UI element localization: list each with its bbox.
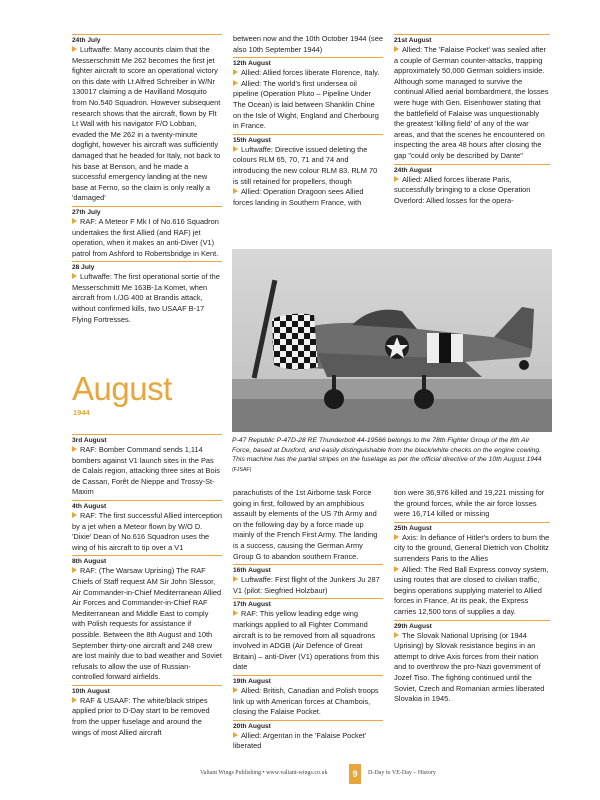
photo-caption [232, 436, 550, 475]
bullet-triangle-icon [394, 566, 399, 572]
footer-section-title: D-Day to VE-Day – History [368, 770, 436, 776]
bullet-triangle-icon [72, 697, 77, 703]
entry-paragraph [72, 45, 222, 204]
entry-paragraph [394, 45, 550, 162]
column-bottom-right [394, 488, 550, 705]
entry-paragraph [72, 511, 222, 553]
entry-text: Luftwaffe: Many accounts claim that the Messerschmitt Me 262 becomes the first jet fighter aircraft to score an operational victory on this date with Lt Alfred Schreiber in W/Nr 130017 claiming a de Havilland Mosquito from No.540 Squadron. However subsequent research shows that the aircraft, flown by Flt Lt Wall with his navigator F/O Lobban, evaded the Me 262 in a twenty-minute dogfight, however his aircraft was sufficiently damaged that he headed for Italy, not back to his base at Benson, and he made a successful emergency landing at the new base at Ferno, so the claim is only really a 'damaged' [72, 45, 221, 203]
entry-paragraph [72, 217, 222, 259]
timeline-entry [72, 261, 222, 325]
entry-text: Allied: The world's first undersea oil pipeline (Operation Pluto – Pipeline Under The Ocean) is laid between Shanklin Chine on the Isle of Wight, England and Cherbourg in France. [233, 78, 379, 131]
entry-date: 25th August [394, 522, 550, 533]
entry-date: 21st August [394, 34, 550, 45]
entry-text: RAF: (The Warsaw Uprising) The RAF Chiefs of Staff request AM Sir John Slessor, Air Commander-in-Chief Mediterranean Allied Air Forces and Commander-in-Chief RAF Mediterranean and Middle East to comply with Polish requests for assistance if possible. Between the 8th August and 10th September thirty-one aircraft and 248 crew are lost mainly due to bad weather and Soviet refusals to allow the use of Russian-controlled forward airfields. [72, 566, 222, 682]
caption-credit: (FJSAF) [232, 466, 252, 473]
entry-text: parachutists of the 1st Airborne task Force going in first, followed by an amphibious assault by elements of the US 7th Army and on the following day by a force made up mainly of the French First Army. The landing is a success, causing the German Army Group G to abandon southern France. [233, 488, 378, 561]
timeline-entry [394, 164, 550, 207]
month-year: 1944 [73, 408, 90, 417]
timeline-entry [72, 434, 222, 498]
entry-text: Allied: Allied forces liberate Florence, Italy. [241, 68, 380, 78]
bullet-triangle-icon [394, 176, 399, 182]
entry-paragraph [233, 609, 383, 673]
entry-text: RAF: Bomber Command sends 1,114 bombers against V1 launch sites in the Pas de Calais region, attacking three sites at Bois de Cassan, Forêt de Nieppe and Trossy-St-Maxim [72, 445, 220, 497]
entry-paragraph [233, 68, 383, 79]
timeline-entry [72, 34, 222, 204]
bullet-triangle-icon [233, 610, 238, 616]
entry-date: 3rd August [72, 434, 222, 445]
timeline-entry [394, 522, 550, 618]
entry-text: Allied: Allied forces liberate Paris, successfully bringing to a close Operation Overlord: Allied losses for the opera- [394, 174, 531, 205]
entry-date: 16th August [233, 564, 383, 575]
entry-text: Allied: British, Canadian and Polish troops link up with American forces at Chambois, closing the Falaise Pocket. [233, 685, 379, 717]
footer-publisher: Valiant Wings Publishing • www.valiant-wings.co.uk [200, 770, 328, 776]
entry-date: 17th August [233, 598, 383, 609]
timeline-entry [233, 675, 383, 718]
timeline-entry [72, 500, 222, 553]
bullet-triangle-icon [72, 446, 77, 452]
timeline-entry [72, 555, 222, 683]
entry-text: Allied: Operation Dragoon sees Allied forces landing in Southern France, with [233, 187, 364, 207]
bullet-triangle-icon [72, 512, 77, 518]
entry-text: RAF & USAAF: The white/black stripes applied prior to D-Day start to be removed from the upper fuselage and around the wings of most Allied aircraft [72, 695, 210, 737]
entry-date: 27th July [72, 206, 222, 217]
entry-paragraph [394, 175, 550, 207]
timeline-entry [233, 57, 383, 132]
entry-paragraph [233, 575, 383, 596]
entry-text: Allied: Argentan in the 'Falaise Pocket' liberated [233, 730, 367, 751]
entry-text: between now and the 10th October 1944 (see also 10th September 1944) [233, 34, 383, 54]
entry-text: Allied: The 'Falaise Pocket' was sealed after a couple of German counter-attacks, trapping approximately 50,000 German soldiers inside. Although some managed to survive the continual Allied aerial bombardment, the losses were huge with Gen. Eisenhower stating that the battlefield of Falaise was unquestionably the greatest 'killing field' of any of the war areas, and that the scenes he encountered on inspecting the area 48 hours after closing the gap "could only be described by Dante" [394, 45, 549, 160]
entry-text: Axis: In defiance of Hitler's orders to burn the city to the ground, General Dietrich von Choltitz surrenders Paris to the Allies [394, 532, 550, 563]
entry-paragraph [394, 533, 550, 565]
entry-date: 28 July [72, 261, 222, 272]
entry-paragraph [233, 79, 383, 132]
timeline-entry [394, 488, 550, 520]
timeline-entry [233, 488, 383, 562]
entry-text: RAF: The first successful Allied interception by a jet when a Meteor flown by W/O D. 'Dixie' Dean of No.616 Squadron uses the wing of his aircraft to tip over a V1 [72, 510, 222, 552]
p47-thunderbolt-image [232, 249, 552, 432]
entry-paragraph [233, 488, 383, 562]
entry-date: 12th August [233, 57, 383, 68]
bullet-triangle-icon [233, 732, 238, 738]
bullet-triangle-icon [233, 69, 238, 75]
entry-date: 24th July [72, 34, 222, 45]
timeline-entry [233, 34, 383, 55]
bullet-triangle-icon [394, 534, 399, 540]
bullet-triangle-icon [72, 273, 77, 279]
entry-date: 20th August [233, 720, 383, 731]
entry-paragraph [72, 272, 222, 325]
timeline-entry [394, 34, 550, 162]
entry-paragraph [72, 445, 222, 498]
entry-date: 4th August [72, 500, 222, 511]
entry-text: The Slovak National Uprising (or 1944 Uprising) by Slovak resistance begins in an attempt to drive Axis forces from their nation and to overthrow the pro-Nazi government of Jozef Tiso. The fighting continued until the Soviet, Czech and Romanian armies liberated Slovakia in 1945. [394, 630, 545, 704]
entry-date: 10th August [72, 685, 222, 696]
aircraft-photo [232, 249, 552, 432]
entry-paragraph [394, 565, 550, 618]
bullet-triangle-icon [72, 218, 77, 224]
bullet-triangle-icon [394, 632, 399, 638]
entry-date: 15th August [233, 134, 383, 145]
entry-text: Luftwaffe: Directive issued deleting the colours RLM 65, 70, 71 and 74 and introducing the new colour RLM 83. RLM 70 is still retained for propellers, though [233, 144, 378, 186]
entry-paragraph [394, 488, 550, 520]
column-top-middle [233, 34, 383, 208]
entry-date: 29th August [394, 620, 550, 631]
timeline-entry [233, 598, 383, 673]
entry-text: Allied: The Red Ball Express convoy system, using routes that are closed to civilian traffic, begins operations supplying materiel to Allied forces in France. At its peak, the Express carries 12,500 tons of supplies a day. [394, 564, 549, 616]
column-bottom-left [72, 434, 222, 738]
bullet-triangle-icon [72, 567, 77, 573]
bullet-triangle-icon [233, 146, 238, 152]
timeline-entry [72, 685, 222, 738]
entry-paragraph [233, 686, 383, 718]
bullet-triangle-icon [233, 188, 238, 194]
bullet-triangle-icon [233, 576, 238, 582]
month-title: August [72, 370, 172, 407]
entry-text: Luftwaffe: The first operational sortie of the Messerschmitt Me 163B-1a Komet, when aircraft from I./JG 400 at Brandis attack, without confirmed kills, two USAAF B-17 Flying Fortresses. [72, 272, 220, 324]
column-top-left [72, 34, 222, 325]
column-bottom-middle [233, 488, 383, 752]
entry-date: 24th August [394, 164, 550, 175]
entry-paragraph [72, 566, 222, 683]
bullet-triangle-icon [233, 80, 238, 86]
timeline-entry [72, 206, 222, 259]
timeline-entry [233, 134, 383, 209]
page-number: 9 [349, 764, 361, 784]
timeline-entry [394, 620, 550, 705]
entry-paragraph [233, 145, 383, 187]
timeline-entry [233, 720, 383, 752]
entry-paragraph [72, 696, 222, 738]
bullet-triangle-icon [72, 46, 77, 52]
entry-paragraph [394, 631, 550, 705]
column-top-right [394, 34, 550, 206]
entry-text: RAF: This yellow leading edge wing markings applied to all Fighter Command aircraft is to be removed from all squadrons involved in ADGB (Air Defence of Great Britain) – anti-Diver (V1) operations from this date [233, 609, 380, 672]
entry-text: tion were 36,976 killed and 19,221 missing for the ground forces, while the air force losses were 16,714 killed or missing [394, 488, 545, 519]
bullet-triangle-icon [233, 687, 238, 693]
entry-date: 8th August [72, 555, 222, 566]
bullet-triangle-icon [394, 46, 399, 52]
entry-date: 19th August [233, 675, 383, 686]
entry-paragraph [233, 34, 383, 55]
caption-text: P-47 Republic P-47D-28 RE Thunderbolt 44-19566 belongs to the 78th Fighter Group of the 8th Air Force, based at Duxford, and easily distinguishable from the black/white checks on the engine cowling. This machine has the partial stripes on the fuselage as per the official directive of the 10th August 1944 [232, 437, 542, 464]
entry-paragraph [233, 187, 383, 208]
timeline-entry [233, 564, 383, 596]
entry-text: Luftwaffe: First flight of the Junkers Ju 287 V1 (pilot: Siegfried Holzbaur) [233, 575, 380, 595]
entry-paragraph [233, 731, 383, 752]
entry-text: RAF: A Meteor F Mk I of No.616 Squadron undertakes the first Allied (and RAF) jet operation, when it makes an anti-Diver (V1) patrol from Ashford to Robertsbridge in Kent. [72, 216, 219, 258]
